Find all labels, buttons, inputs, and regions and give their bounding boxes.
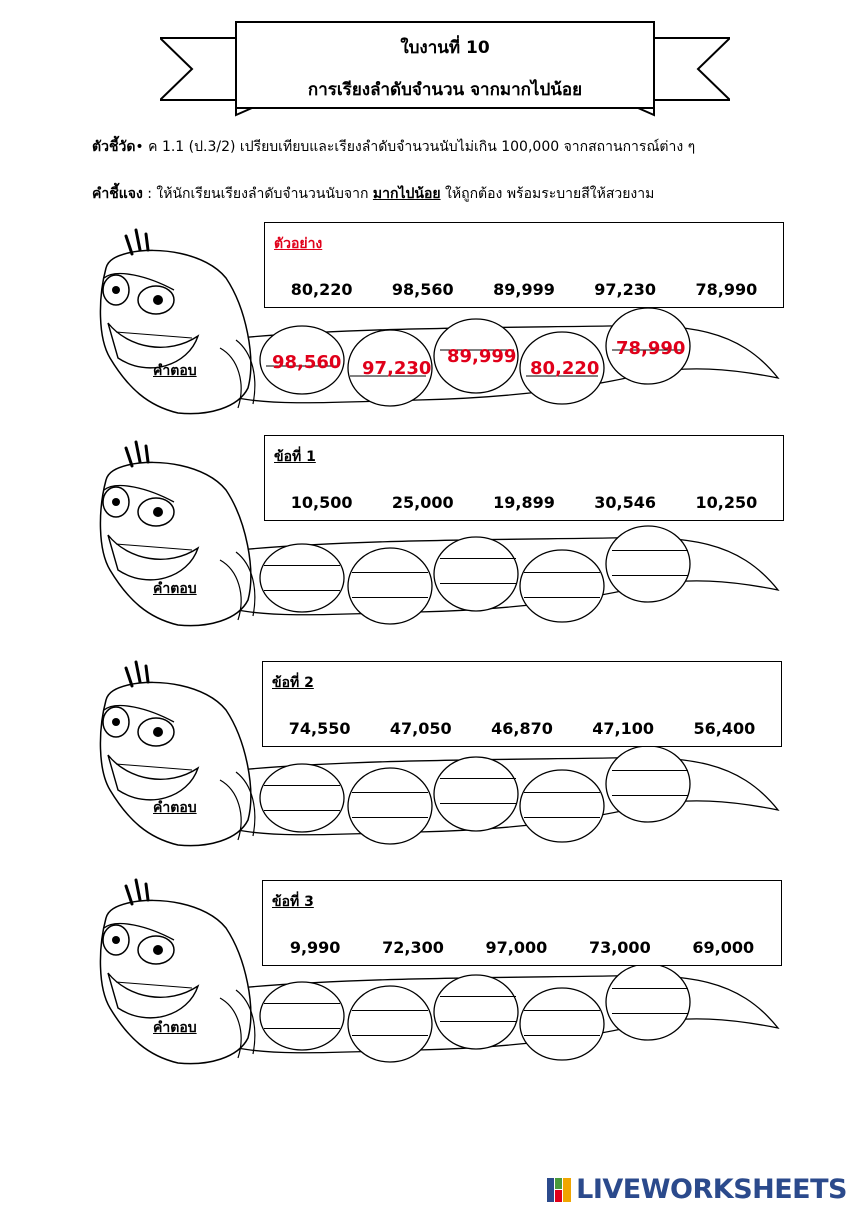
answer-input-3-4[interactable] — [524, 1010, 600, 1036]
indicator-label: ตัวชี้วัด — [92, 139, 136, 155]
exercise-number: 97,000 — [485, 938, 548, 957]
example-number: 80,220 — [290, 280, 353, 299]
instruction-emphasis: มากไปน้อย — [372, 186, 441, 202]
exercise-number: 74,550 — [288, 719, 351, 738]
page-title: ใบงานที่ 10 — [400, 38, 490, 58]
exercise-number: 56,400 — [693, 719, 756, 738]
exercise-heading: ข้อที่ 3 — [272, 894, 314, 910]
example-heading: ตัวอย่าง — [274, 236, 323, 252]
answer-input-3-5[interactable] — [612, 988, 688, 1014]
page-subtitle: การเรียงลำดับจำนวน จากมากไปน้อย — [307, 80, 583, 100]
answer-label: คำตอบ — [153, 363, 197, 379]
liveworksheets-logo[interactable] — [546, 1174, 847, 1205]
example-number: 97,230 — [594, 280, 657, 299]
example-answer-3: 89,999 — [447, 346, 517, 367]
example-answer-5: 78,990 — [616, 338, 686, 359]
answer-input-1-4[interactable] — [524, 572, 600, 598]
answer-label: คำตอบ — [153, 581, 197, 597]
example-number: 89,999 — [493, 280, 555, 299]
exercise-number: 25,000 — [391, 493, 454, 512]
exercise-box-3 — [262, 880, 782, 966]
answer-input-1-3[interactable] — [440, 558, 516, 584]
indicator-line — [92, 136, 695, 158]
exercise-number: 30,546 — [594, 493, 657, 512]
liveworksheets-logo-icon — [546, 1177, 572, 1203]
exercise-heading: ข้อที่ 1 — [274, 449, 316, 465]
exercise-number: 9,990 — [289, 938, 341, 957]
exercise-number: 10,500 — [290, 493, 353, 512]
answer-label: คำตอบ — [153, 1020, 197, 1036]
indicator-text: • ค 1.1 (ป.3/2) เปรียบเทียบและเรียงลำดับจำนวนนับไม่เกิน 100,000 จากสถานการณ์ต่าง ๆ — [135, 139, 696, 155]
answer-input-3-1[interactable] — [264, 1003, 340, 1029]
liveworksheets-logo-text: LIVEWORKSHEETS — [576, 1174, 847, 1205]
answer-input-2-4[interactable] — [524, 792, 600, 818]
example-answer-1: 98,560 — [272, 352, 342, 373]
exercise-number: 47,100 — [592, 719, 655, 738]
example-answer-4: 80,220 — [530, 358, 600, 379]
exercise-number: 46,870 — [491, 719, 553, 738]
answer-input-2-5[interactable] — [612, 770, 688, 796]
example-box — [264, 222, 784, 308]
exercise-number: 69,000 — [692, 938, 755, 957]
exercise-box-2 — [262, 661, 782, 747]
answer-input-1-2[interactable] — [352, 572, 428, 598]
answer-input-2-2[interactable] — [352, 792, 428, 818]
exercise-number: 72,300 — [382, 938, 444, 957]
answer-input-1-1[interactable] — [264, 565, 340, 591]
exercise-number: 19,899 — [493, 493, 555, 512]
answer-input-2-3[interactable] — [440, 778, 516, 804]
exercise-box-1 — [264, 435, 784, 521]
instruction-line: คำชี้แจง : ให้นักเรียนเรียงลำดับจำนวนนับจาก มากไปน้อย ให้ถูกต้อง พร้อมระบายสีให้สวยงาม — [92, 186, 655, 202]
answer-label: คำตอบ — [153, 800, 197, 816]
example-answer-2: 97,230 — [362, 358, 432, 379]
instruction-label: คำชี้แจง — [92, 186, 143, 202]
exercise-number: 73,000 — [588, 938, 651, 957]
answer-input-1-5[interactable] — [612, 550, 688, 576]
example-number: 78,990 — [695, 280, 758, 299]
exercise-heading: ข้อที่ 2 — [272, 675, 314, 691]
answer-input-3-3[interactable] — [440, 996, 516, 1022]
example-number: 98,560 — [391, 280, 454, 299]
answer-input-3-2[interactable] — [352, 1010, 428, 1036]
exercise-number: 47,050 — [389, 719, 452, 738]
answer-input-2-1[interactable] — [264, 785, 340, 811]
exercise-number: 10,250 — [695, 493, 758, 512]
